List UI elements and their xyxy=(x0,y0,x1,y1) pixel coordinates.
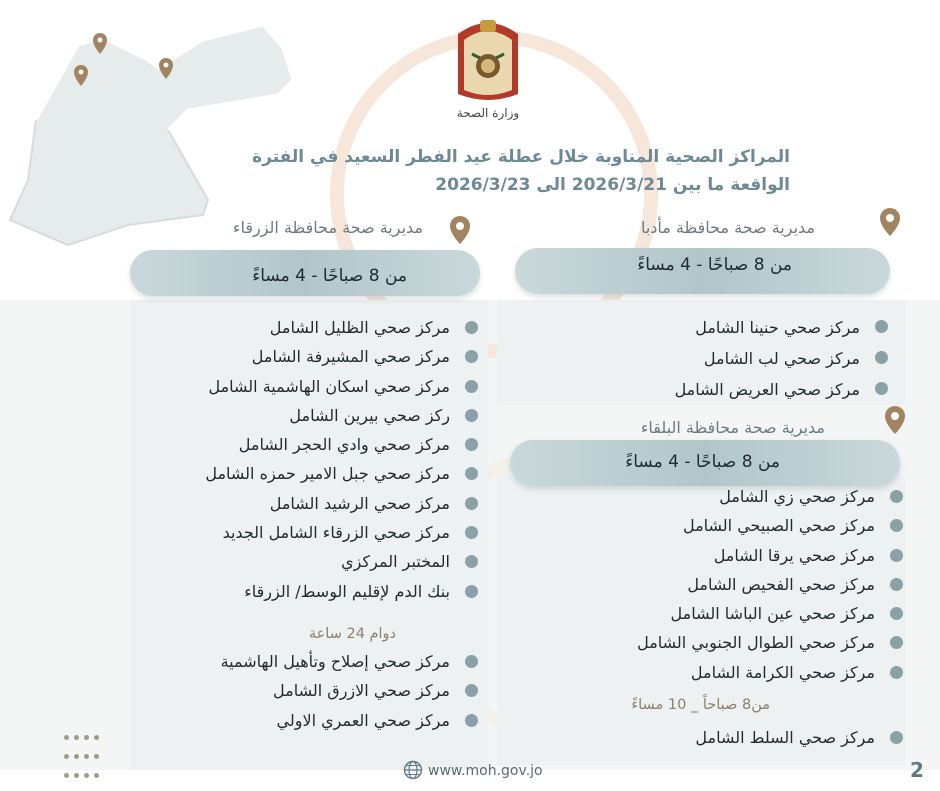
list-item: ركز صحي بيرين الشامل xyxy=(205,401,478,430)
list-item: مركز صحي يرقا الشامل xyxy=(637,541,903,570)
list-item: مركز صحي الفحيص الشامل xyxy=(637,570,903,599)
title-line-2: الواقعة ما بين 2026/3/21 الى 2026/3/23 xyxy=(435,175,790,195)
bullet-icon xyxy=(465,467,478,480)
globe-icon xyxy=(403,760,423,780)
list-item: مركز صحي وادي الحجر الشامل xyxy=(205,430,478,459)
bullet-icon xyxy=(890,636,903,649)
zarqa-clinic-list xyxy=(205,313,478,606)
jordan-map-illustration xyxy=(8,20,308,250)
title-line-1: المراكز الصحية المناوبة خلال عطلة عيد الفطر السعيد في الفترة xyxy=(252,147,790,167)
list-item: مركز صحي حنينا الشامل xyxy=(675,312,888,343)
bullet-icon xyxy=(890,666,903,679)
list-item: مركز صحي الازرق الشامل xyxy=(221,676,478,705)
list-item: المختبر المركزي xyxy=(205,547,478,576)
list-item: مركز صحي العريض الشامل xyxy=(675,374,888,405)
list-item: مركز صحي الطوال الجنوبي الشامل xyxy=(637,628,903,657)
bullet-icon xyxy=(465,526,478,539)
list-item: مركز صحي الرشيد الشامل xyxy=(205,489,478,518)
bullet-icon xyxy=(465,585,478,598)
bullet-icon xyxy=(890,578,903,591)
list-item: مركز صحي السلط الشامل xyxy=(695,723,903,752)
page-number: 2 xyxy=(910,758,924,782)
bullet-icon xyxy=(890,519,903,532)
bullet-icon xyxy=(890,731,903,744)
madaba-hours: من 8 صباحًا - 4 مساءً xyxy=(637,255,792,275)
page-title xyxy=(150,143,790,199)
list-item: مركز صحي الكرامة الشامل xyxy=(637,658,903,687)
bullet-icon xyxy=(465,555,478,568)
bullet-icon xyxy=(875,351,888,364)
bullet-icon xyxy=(890,490,903,503)
list-item: مركز صحي عين الباشا الشامل xyxy=(637,599,903,628)
bullet-icon xyxy=(465,655,478,668)
bullet-icon xyxy=(465,321,478,334)
bullet-icon xyxy=(465,350,478,363)
list-item: مركز صحي العمري الاولي xyxy=(221,706,478,735)
list-item: مركز صحي زي الشامل xyxy=(637,482,903,511)
list-item: مركز صحي إصلاح وتأهيل الهاشمية xyxy=(221,647,478,676)
list-item: مركز صحي جبل الامير حمزه الشامل xyxy=(205,459,478,488)
coat-of-arms-emblem xyxy=(452,14,524,106)
bullet-icon xyxy=(465,380,478,393)
bullet-icon xyxy=(465,409,478,422)
balqa-clinic-list xyxy=(637,482,903,687)
list-item: مركز صحي المشيرفة الشامل xyxy=(205,342,478,371)
balqa-extended-clinic-list xyxy=(695,723,903,752)
bullet-icon xyxy=(465,438,478,451)
zarqa-hours: من 8 صباحًا - 4 مساءً xyxy=(252,266,407,286)
location-pin-icon xyxy=(879,207,901,237)
bullet-icon xyxy=(875,382,888,395)
madaba-directorate-title: مديرية صحة محافظة مأدبا xyxy=(640,218,815,237)
list-item: مركز صحي الصبيحي الشامل xyxy=(637,511,903,540)
zarqa-directorate-title: مديرية صحة محافظة الزرقاء xyxy=(232,218,423,237)
list-item: مركز صحي الزرقاء الشامل الجديد xyxy=(205,518,478,547)
list-item: مركز صحي اسكان الهاشمية الشامل xyxy=(205,372,478,401)
location-pin-icon xyxy=(449,215,471,245)
balqa-directorate-title: مديرية صحة محافظة البلقاء xyxy=(640,418,825,437)
bullet-icon xyxy=(890,607,903,620)
bullet-icon xyxy=(465,497,478,510)
balqa-hours: من 8 صباحًا - 4 مساءً xyxy=(625,452,780,472)
zarqa-24h-note: دوام 24 ساعة xyxy=(308,626,396,642)
bullet-icon xyxy=(465,714,478,727)
list-item: بنك الدم لإقليم الوسط/ الزرقاء xyxy=(205,577,478,606)
list-item: مركز صحي الظليل الشامل xyxy=(205,313,478,342)
list-item: مركز صحي لب الشامل xyxy=(675,343,888,374)
website-link[interactable]: www.moh.gov.jo xyxy=(428,763,543,779)
location-pin-icon xyxy=(884,405,906,435)
madaba-clinic-list xyxy=(675,312,888,405)
balqa-extended-hours-note: من8 صباحاً _ 10 مساءً xyxy=(631,697,770,713)
zarqa-24h-clinic-list xyxy=(221,647,478,735)
ministry-name: وزارة الصحة xyxy=(456,106,520,120)
bullet-icon xyxy=(875,320,888,333)
bullet-icon xyxy=(890,549,903,562)
decorative-dots xyxy=(62,734,112,791)
bullet-icon xyxy=(465,684,478,697)
